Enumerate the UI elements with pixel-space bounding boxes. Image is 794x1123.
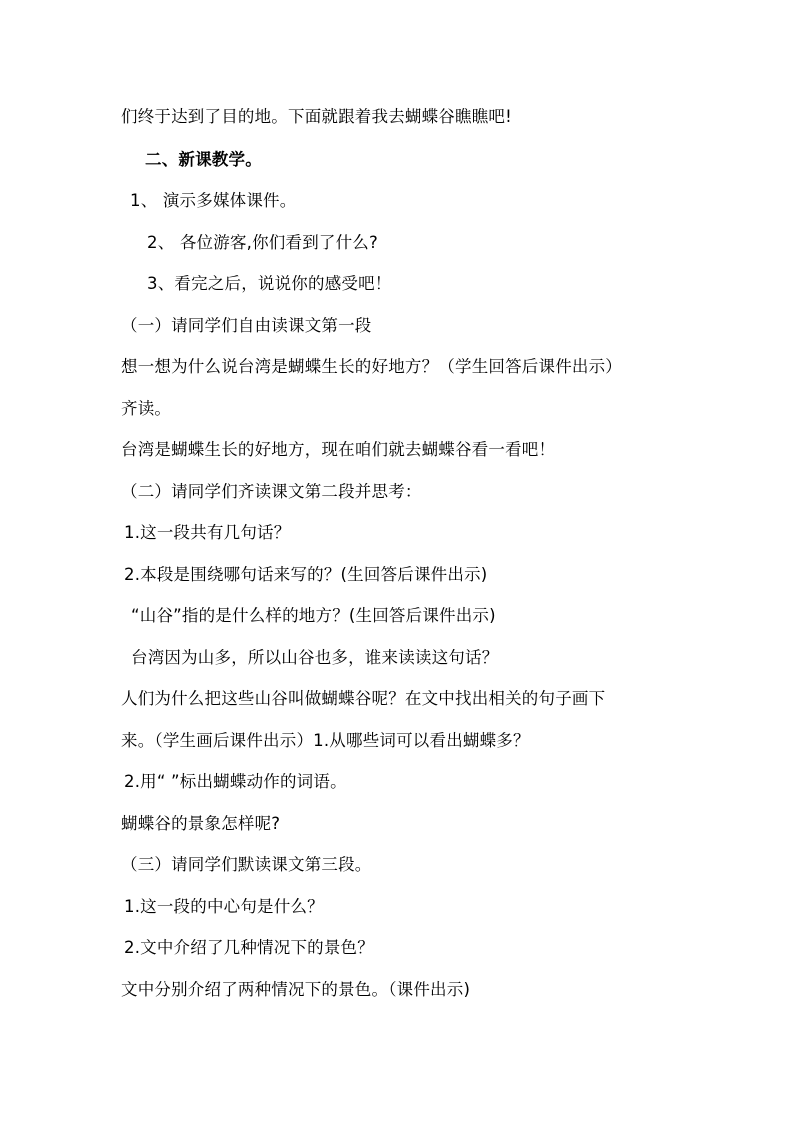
text-line-4: 2、 各位游客,你们看到了什么? xyxy=(147,233,378,252)
text-line-20: 1.这一段的中心句是什么？ xyxy=(124,897,324,916)
section-heading-new-lesson: 二、新课教学。 xyxy=(145,150,262,169)
text-line-6: （一）请同学们自由读课文第一段 xyxy=(121,316,372,335)
text-line-7: 想一想为什么说台湾是蝴蝶生长的好地方？（学生回答后课件出示） xyxy=(121,357,622,376)
text-line-11: 1.这一段共有几句话？ xyxy=(124,523,291,542)
text-line-3: 1、 演示多媒体课件。 xyxy=(130,191,297,210)
text-line-8: 齐读。 xyxy=(121,399,172,418)
text-line-12: 2.本段是围绕哪句话来写的？(生回答后课件出示) xyxy=(124,565,488,584)
text-line-21: 2.文中介绍了几种情况下的景色？ xyxy=(124,938,374,957)
text-line-10: （二）请同学们齐读课文第二段并思考： xyxy=(121,482,422,501)
text-line-17: 2.用“ ”标出蝴蝶动作的词语。 xyxy=(124,772,347,791)
text-line-18: 蝴蝶谷的景象怎样呢? xyxy=(121,814,281,833)
text-line-15: 人们为什么把这些山谷叫做蝴蝶谷呢？在文中找出相关的句子画下 xyxy=(121,689,606,708)
text-line-1: 们终于达到了目的地。下面就跟着我去蝴蝶谷瞧瞧吧! xyxy=(121,107,512,126)
text-line-16: 来。（学生画后课件出示）1.从哪些词可以看出蝴蝶多？ xyxy=(121,731,530,750)
text-line-9: 台湾是蝴蝶生长的好地方，现在咱们就去蝴蝶谷看一看吧！ xyxy=(121,440,556,459)
text-line-5: 3、看完之后，说说你的感受吧！ xyxy=(147,274,392,293)
text-line-13: “山谷”指的是什么样的地方？(生回答后课件出示) xyxy=(131,606,496,625)
text-line-14: 台湾因为山多，所以山谷也多，谁来读读这句话？ xyxy=(131,648,499,667)
text-line-19: （三）请同学们默读课文第三段。 xyxy=(121,855,372,874)
text-line-22: 文中分别介绍了两种情况下的景色。（课件出示) xyxy=(121,980,471,999)
